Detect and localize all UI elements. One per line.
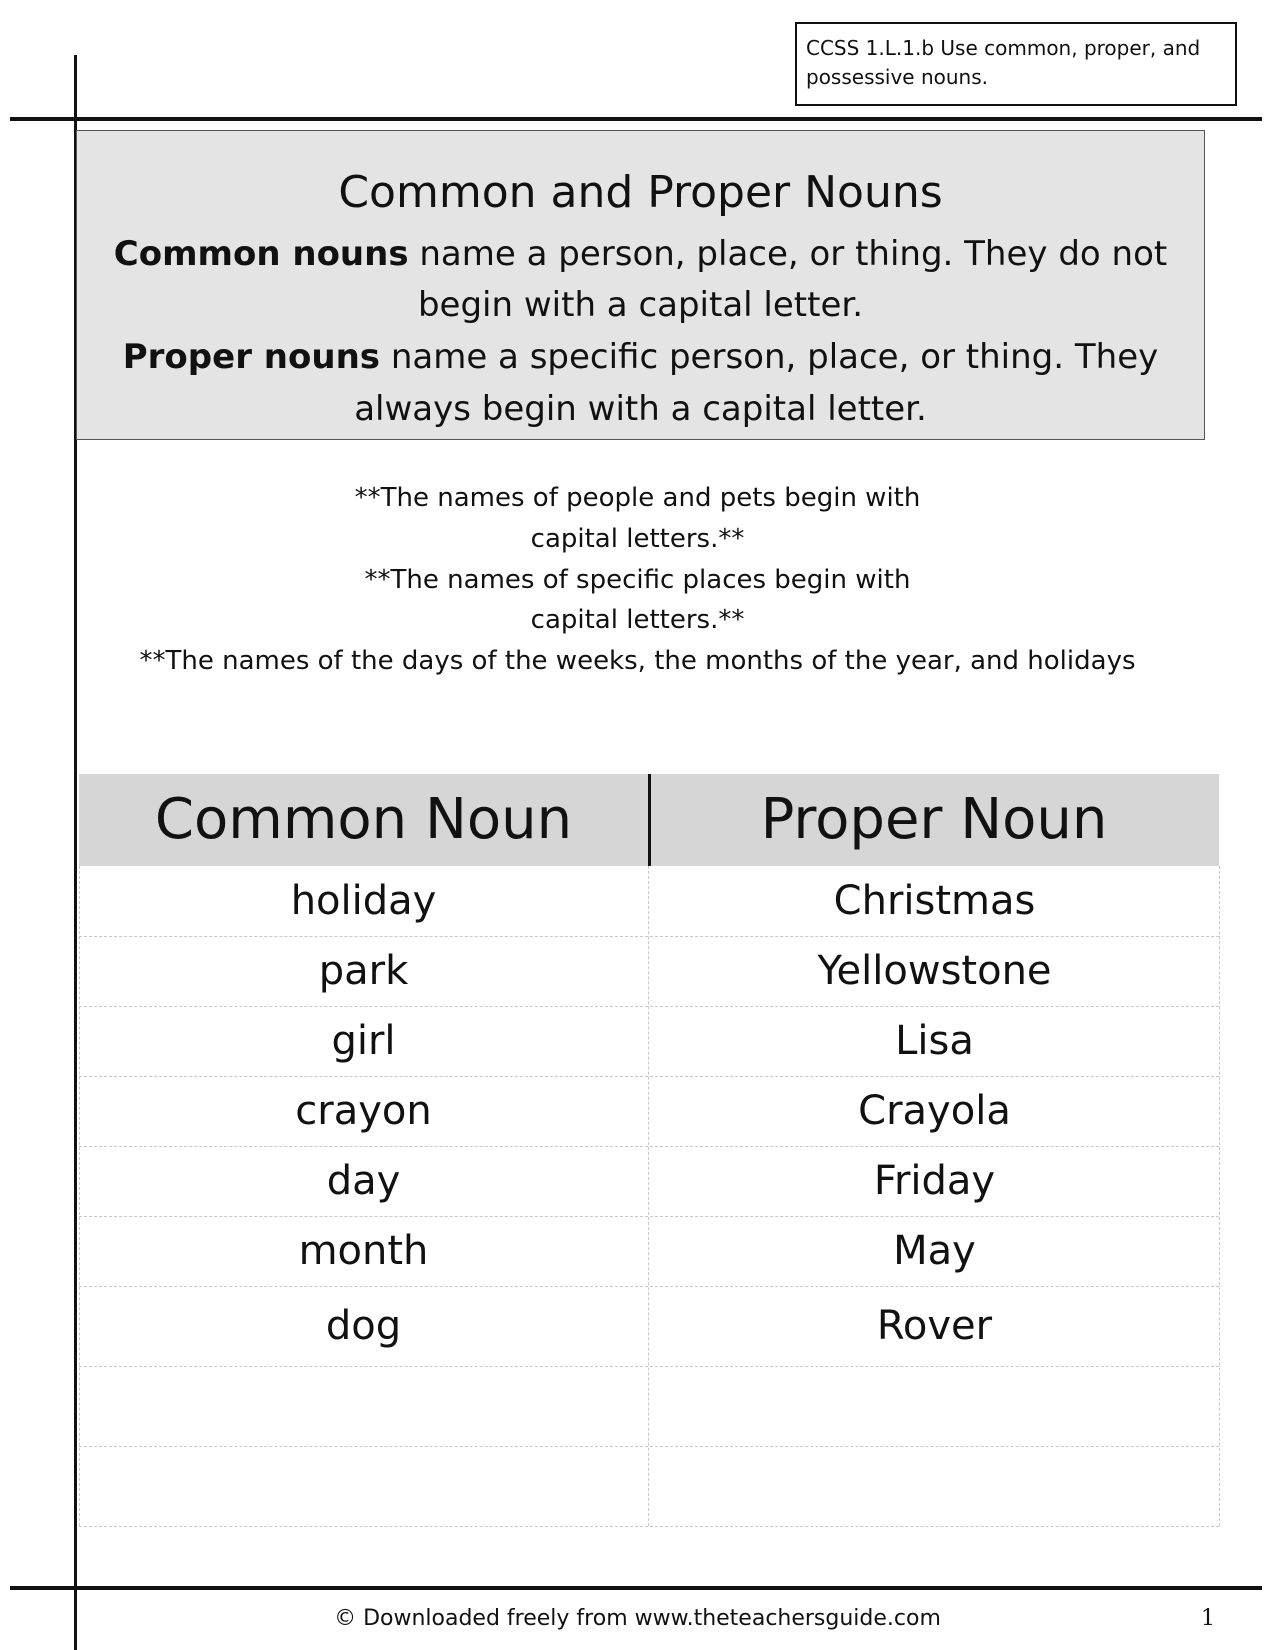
cell-common-noun: girl — [331, 1018, 396, 1064]
column-header-proper: Proper Noun — [760, 787, 1108, 852]
standard-line-1: CCSS 1.L.1.b Use common, proper, and — [806, 36, 1201, 60]
cell-common-noun — [79, 1366, 648, 1446]
proper-term: Proper nouns — [122, 337, 381, 377]
header-column-divider — [648, 774, 651, 866]
footer-credit: © Downloaded freely from www.theteachersguide.com — [334, 1606, 941, 1631]
row-separator — [79, 1526, 1219, 1527]
common-definition-text: name a person, place, or thing. They do not — [408, 234, 1168, 274]
rule-line: **The names of the days of the weeks, the months of the year, and holidays — [139, 646, 1136, 676]
cell-common-noun: day — [326, 1158, 401, 1204]
cell-common-noun: crayon — [295, 1088, 432, 1134]
cell-proper-noun: Christmas — [833, 878, 1036, 924]
rule-line: capital letters.** — [530, 524, 745, 554]
rule-line: capital letters.** — [530, 605, 745, 635]
cell-proper-noun: Rover — [876, 1303, 993, 1349]
table-right-border — [1219, 866, 1220, 1526]
cell-proper-noun — [650, 1366, 1219, 1446]
common-term: Common nouns — [113, 234, 409, 274]
page-number: 1 — [1201, 1606, 1215, 1631]
page-title: Common and Proper Nouns — [338, 167, 943, 218]
rule-line: **The names of people and pets begin with — [354, 483, 921, 513]
cell-proper-noun: Yellowstone — [817, 948, 1052, 994]
cell-common-noun: dog — [325, 1303, 402, 1349]
cell-common-noun: month — [298, 1228, 429, 1274]
rule-line: **The names of specific places begin with — [364, 565, 911, 595]
cell-proper-noun: Lisa — [895, 1018, 974, 1064]
cell-proper-noun: Crayola — [858, 1088, 1011, 1134]
cell-proper-noun: May — [893, 1228, 976, 1274]
cell-proper-noun: Friday — [873, 1158, 996, 1204]
cell-common-noun: holiday — [290, 878, 437, 924]
common-definition-line-2: begin with a capital letter. — [417, 285, 864, 325]
column-header-common: Common Noun — [154, 787, 573, 852]
cell-common-noun: park — [318, 948, 409, 994]
standard-box — [795, 22, 1237, 106]
proper-definition-line-2: always begin with a capital letter. — [354, 389, 927, 429]
proper-definition-text: name a specific person, place, or thing. They — [380, 337, 1159, 377]
definition-box — [76, 130, 1205, 440]
column-divider — [648, 866, 649, 1526]
cell-proper-noun — [650, 1446, 1219, 1526]
proper-definition-line-1 — [77, 333, 1204, 381]
cell-common-noun — [79, 1446, 648, 1526]
bottom-rule — [10, 1586, 1262, 1590]
common-definition-line-1 — [77, 230, 1204, 278]
standard-line-2: possessive nouns. — [806, 65, 989, 89]
top-rule — [10, 117, 1262, 121]
